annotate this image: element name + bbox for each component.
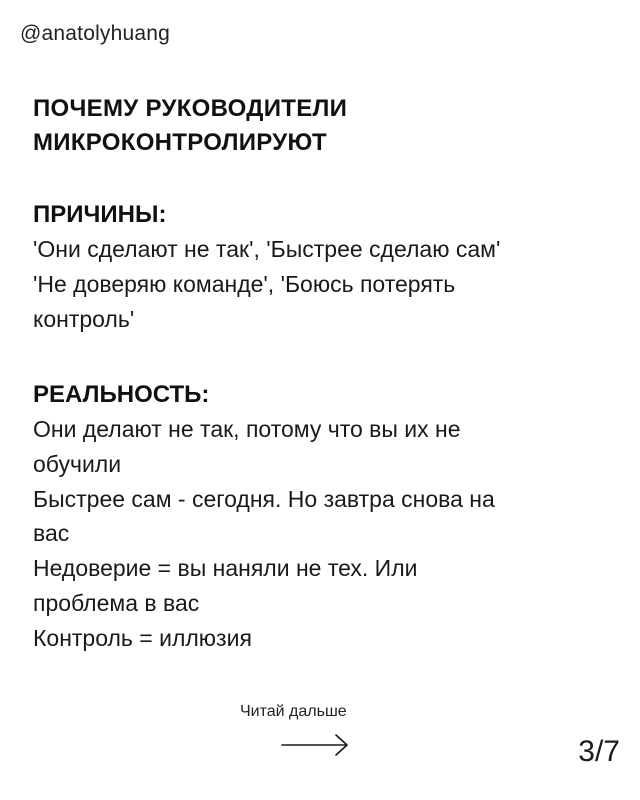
reasons-line: 'Они сделают не так', 'Быстрее сделаю сам' [33,236,501,262]
reality-section [33,380,603,656]
read-more-label[interactable]: Читай дальше [240,703,347,720]
reasons-heading: ПРИЧИНЫ: [33,201,167,228]
reality-line: вас [33,520,70,547]
post-title-line-1: ПОЧЕМУ РУКОВОДИТЕЛИ [33,95,348,122]
page-counter: 3/7 [578,735,620,768]
arrow-right-icon[interactable] [280,733,350,757]
reality-line: Недоверие = вы наняли не тех. Или [33,555,418,582]
reality-line: Быстрее сам - сегодня. Но завтра снова на [33,485,495,512]
reasons-line: контроль' [33,306,135,332]
reasons-line: 'Не доверяю команде', 'Боюсь потерять [33,271,456,297]
reality-line: обучили [33,450,122,477]
reality-line: Они делают не так, потому что вы их не [33,416,461,442]
reality-line: Контроль = иллюзия [33,624,252,651]
reasons-section [33,200,603,337]
reality-heading: РЕАЛЬНОСТЬ: [33,381,210,408]
post-title [33,92,347,160]
reality-line: проблема в вас [33,589,200,616]
post-title-line-2: МИКРОКОНТРОЛИРУЮТ [33,129,327,156]
author-handle: @anatolyhuang [20,22,171,45]
